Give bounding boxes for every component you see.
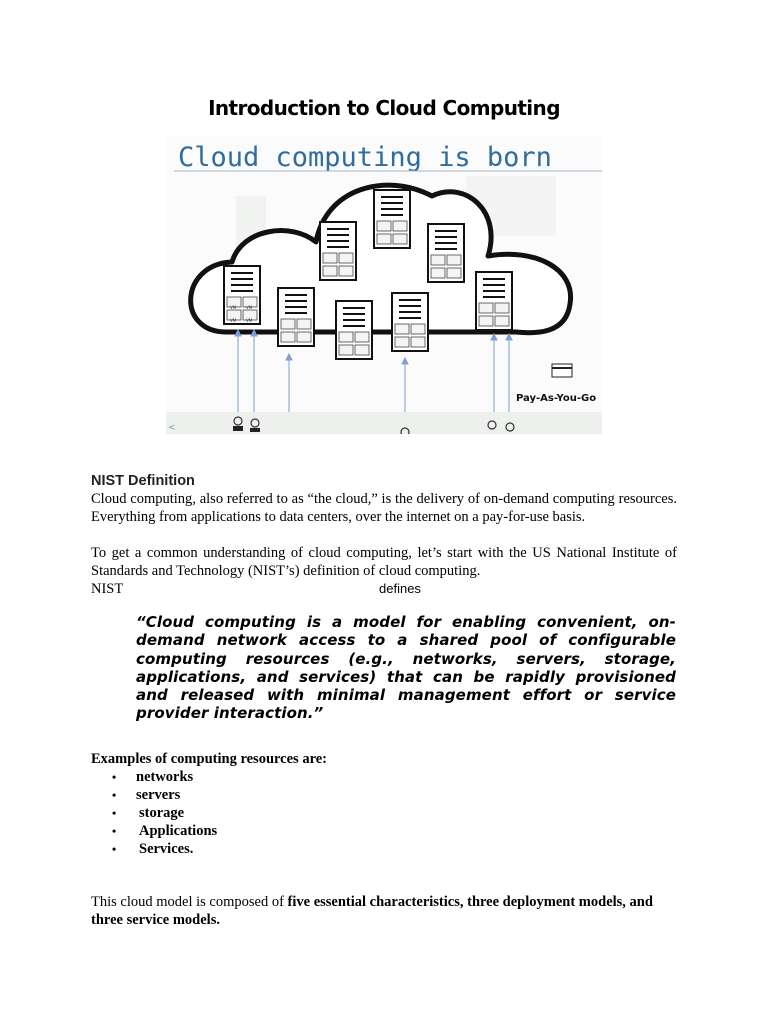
cloud-definition-paragraph: Cloud computing, also referred to as “the cloud,” is the delivery of on-demand computing resources. Everything from applications to data centers, over the internet on a pay-for-use basis. xyxy=(91,491,677,525)
bullet-icon: • xyxy=(112,842,117,856)
server-icon xyxy=(392,293,428,351)
nist-definition-heading: NIST Definition xyxy=(91,473,195,489)
credit-card-icon xyxy=(552,364,572,377)
summary-emphasis: five essential characteristics, three deployment models, and three service models. xyxy=(91,894,653,928)
server-icon xyxy=(224,266,260,324)
svg-text:VM: VM xyxy=(246,305,253,310)
server-icon xyxy=(428,224,464,282)
cloud-diagram xyxy=(166,136,602,434)
document-title: Introduction to Cloud Computing xyxy=(208,96,560,120)
server-icon xyxy=(374,190,410,248)
cloud-model-summary xyxy=(91,893,681,929)
server-icon xyxy=(476,272,512,330)
server-icon xyxy=(336,301,372,359)
svg-text:VM: VM xyxy=(230,318,237,323)
document-page: Introduction to Cloud Computing Cloud computing is born VM VM VM VM Pay-As-You-Go < NIST Definition Cloud computing, also referred to as “the cloud,” is the delivery of on-demand computing resources. Everything from applications to data centers, over the internet on a pay-for-use basis. To get a common understanding of cloud computing, let’s start with the US National Institute of Standards and Technology (NIST’s) definition of cloud computing. NIST defines “Cloud computing is a model for enabling convenient, on-demand network access to a shared pool of configurable computing resources (e.g., networks, servers, storage, applications, and services) that can be rapidly provisioned and released with minimal management effort or service provider interaction.” Examples of computing resources are: • networks • servers • storage • Applications • Services. This cloud model is composed of five essential characteristics, three deployment models, and three service models. xyxy=(0,0,768,1024)
bullet-icon: • xyxy=(112,824,117,838)
cloud-computing-figure xyxy=(166,136,602,434)
figure-heading: Cloud computing is born xyxy=(178,142,552,173)
server-icon xyxy=(320,222,356,280)
nist-word: NIST xyxy=(91,581,124,597)
svg-text:VM: VM xyxy=(246,318,253,323)
bullet-icon: • xyxy=(112,770,117,784)
bullet-icon: • xyxy=(112,788,117,802)
server-icon xyxy=(278,288,314,346)
summary-lead: This cloud model is composed of xyxy=(91,894,288,910)
defines-word: defines xyxy=(379,581,421,596)
nist-definition-quote: “Cloud computing is a model for enabling convenient, on-demand network access to a shared pool of configurable computing resources (e.g., networks, servers, storage, applications, and services) that can be rapidly provisioned and released with minimal management effort or service provider interaction.” xyxy=(136,613,676,723)
pay-as-you-go-label: Pay-As-You-Go xyxy=(516,393,597,404)
nist-defines-line xyxy=(91,580,677,598)
examples-heading: Examples of computing resources are: xyxy=(91,751,328,767)
svg-text:VM: VM xyxy=(230,305,237,310)
nist-intro-paragraph: To get a common understanding of cloud computing, let’s start with the US National Institute of Standards and Technology (NIST’s) definition of cloud computing. xyxy=(91,545,677,579)
chevron-left-icon: < xyxy=(168,423,176,433)
bullet-icon: • xyxy=(112,806,117,820)
